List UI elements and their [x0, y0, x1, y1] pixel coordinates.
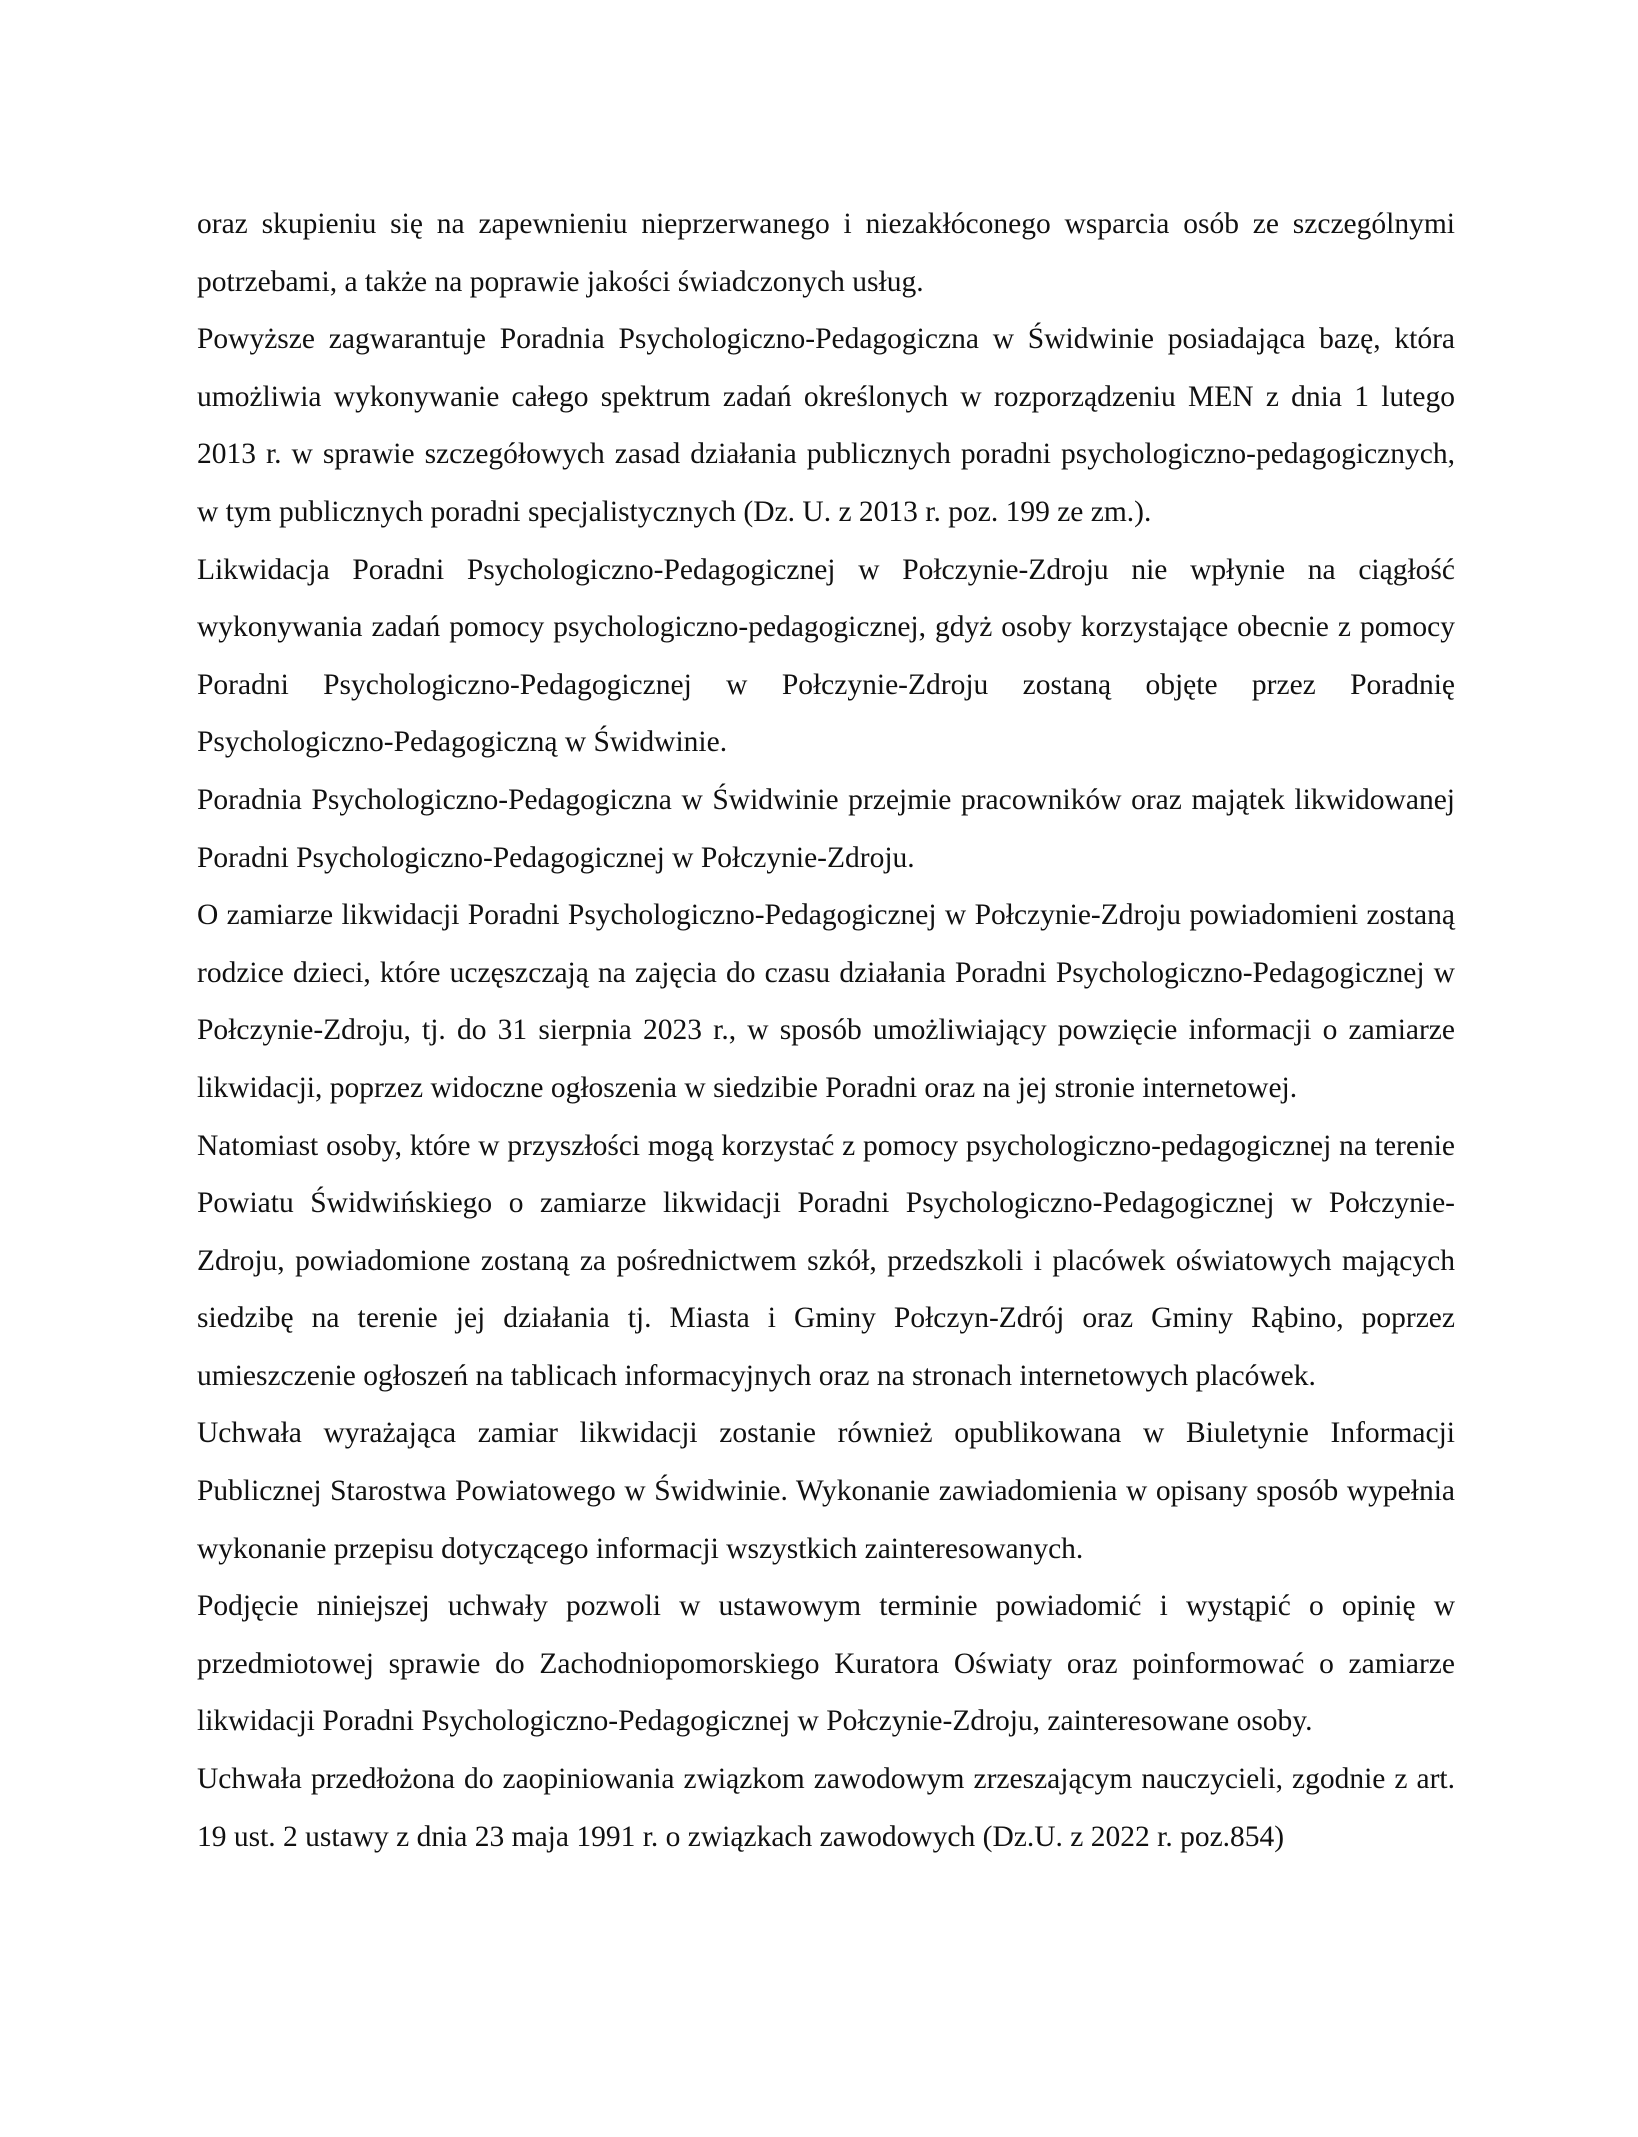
paragraph-5: O zamiarze likwidacji Poradni Psychologiczno-Pedagogicznej w Połczynie-Zdroju powiadomieni zostaną rodzice dzieci, które uczęszczają na zajęcia do czasu działania Poradni Psychologiczno-Pedagogicznej w Połczynie-Zdroju, tj. do 31 sierpnia 2023 r., w sposób umożliwiający powzięcie informacji o zamiarze likwidacji, poprzez widoczne ogłoszenia w siedzibie Poradni oraz na jej stronie internetowej.: [197, 899, 1455, 1104]
paragraph-8: Podjęcie niniejszej uchwały pozwoli w ustawowym terminie powiadomić i wystąpić o opinię w przedmiotowej sprawie do Zachodniopomorskiego Kuratora Oświaty oraz poinformować o zamiarze likwidacji Poradni Psychologiczno-Pedagogicznej w Połczynie-Zdroju, zainteresowane osoby.: [197, 1590, 1455, 1738]
paragraph-9: Uchwała przedłożona do zaopiniowania związkom zawodowym zrzeszającym nauczycieli, zgodnie z art. 19 ust. 2 ustawy z dnia 23 maja 1991 r. o związkach zawodowych (Dz.U. z 2022 r. poz.854): [197, 1763, 1455, 1853]
paragraph-4: Poradnia Psychologiczno-Pedagogiczna w Świdwinie przejmie pracowników oraz majątek likwidowanej Poradni Psychologiczno-Pedagogicznej w Połczynie-Zdroju.: [197, 783, 1455, 874]
paragraph-2: Powyższe zagwarantuje Poradnia Psychologiczno-Pedagogiczna w Świdwinie posiadająca bazę, która umożliwia wykonywanie całego spektrum zadań określonych w rozporządzeniu MEN z dnia 1 lutego 2013 r. w sprawie szczegółowych zasad działania publicznych poradni psychologiczno-pedagogicznych, w tym publicznych poradni specjalistycznych (Dz. U. z 2013 r. poz. 199 ze zm.).: [197, 323, 1455, 528]
paragraph-7: Uchwała wyrażająca zamiar likwidacji zostanie również opublikowana w Biuletynie Informacji Publicznej Starostwa Powiatowego w Świdwinie. Wykonanie zawiadomienia w opisany sposób wypełnia wykonanie przepisu dotyczącego informacji wszystkich zainteresowanych.: [197, 1417, 1455, 1565]
paragraph-3: Likwidacja Poradni Psychologiczno-Pedagogicznej w Połczynie-Zdroju nie wpłynie na ciągłość wykonywania zadań pomocy psychologiczno-pedagogicznej, gdyż osoby korzystające obecnie z pomocy Poradni Psychologiczno-Pedagogicznej w Połczynie-Zdroju zostaną objęte przez Poradnię Psychologiczno-Pedagogiczną w Świdwinie.: [197, 553, 1455, 759]
paragraph-1: oraz skupieniu się na zapewnieniu nieprzerwanego i niezakłóconego wsparcia osób ze szczególnymi potrzebami, a także na poprawie jakości świadczonych usług.: [197, 208, 1455, 298]
document-body: [197, 196, 1455, 1866]
paragraph-6: Natomiast osoby, które w przyszłości mogą korzystać z pomocy psychologiczno-pedagogicznej na terenie Powiatu Świdwińskiego o zamiarze likwidacji Poradni Psychologiczno-Pedagogicznej w Połczynie-Zdroju, powiadomione zostaną za pośrednictwem szkół, przedszkoli i placówek oświatowych mających siedzibę na terenie jej działania tj. Miasta i Gminy Połczyn-Zdrój oraz Gminy Rąbino, poprzez umieszczenie ogłoszeń na tablicach informacyjnych oraz na stronach internetowych placówek.: [197, 1129, 1455, 1392]
